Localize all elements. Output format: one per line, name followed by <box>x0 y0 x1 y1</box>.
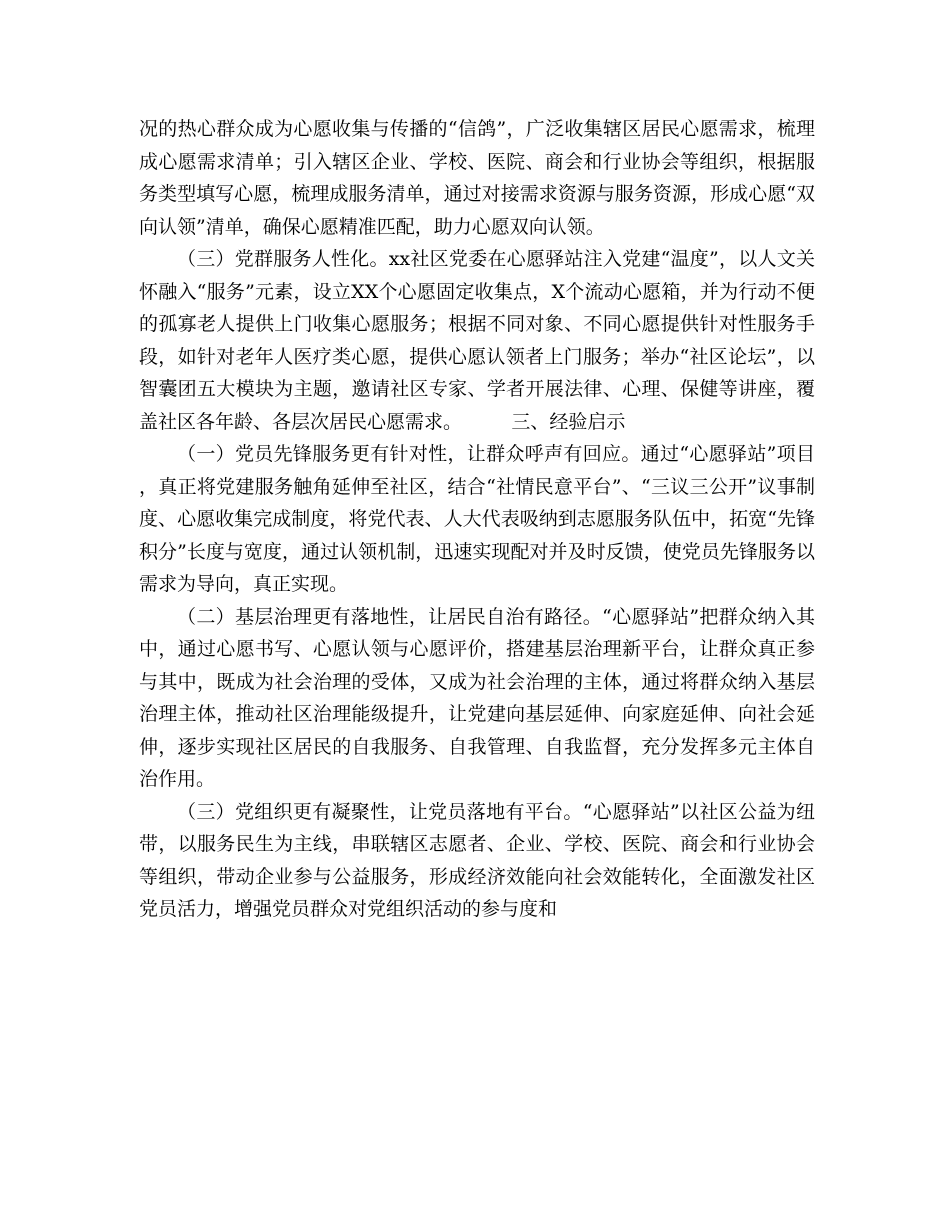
paragraph-lesson-3: （三）党组织更有凝聚性，让党员落地有平台。“心愿驿站”以社区公益为纽带，以服务民生为主线，串联辖区志愿者、企业、学校、医院、商会和行业协会等组织，带动企业参与公益服务，形成经济效能向社会效能转化，全面激发社区党员活力，增强党员群众对党组织活动的参与度和 <box>139 800 815 920</box>
paragraph-section-3-text: （三）党群服务人性化。xx社区党委在心愿驿站注入党建“温度”，以人文关怀融入“服务”元素，设立XX个心愿固定收集点，X个流动心愿箱，并为行动不便的孤寡老人提供上门收集心愿服务；根据不同对象、不同心愿提供针对性服务手段，如针对老年人医疗类心愿，提供心愿认领者上门服务；举办“社区论坛”，以智囊团五大模块为主题，邀请社区专家、学者开展法律、心理、保健等讲座，覆盖社区各年龄、各层次居民心愿需求。 <box>139 248 815 433</box>
document-page <box>139 113 815 926</box>
section-heading-experience: 三、经验启示 <box>511 410 626 433</box>
paragraph-lesson-1: （一）党员先锋服务更有针对性，让群众呼声有回应。通过“心愿驿站”项目，真正将党建服务触角延伸至社区，结合“社情民意平台”、“三议三公开”议事制度、心愿收集完成制度，将党代表、人大代表吸纳到志愿服务队伍中，拓宽“先锋积分”长度与宽度，通过认领机制，迅速实现配对并及时反馈，使党员先锋服务以需求为导向，真正实现。 <box>139 443 815 595</box>
paragraph-lesson-2: （二）基层治理更有落地性，让居民自治有路径。“心愿驿站”把群众纳入其中，通过心愿书写、心愿认领与心愿评价，搭建基层治理新平台，让群众真正参与其中，既成为社会治理的受体，又成为社会治理的主体，通过将群众纳入基层治理主体，推动社区治理能级提升，让党建向基层延伸、向家庭延伸、向社会延伸，逐步实现社区居民的自我服务、自我管理、自我监督，充分发挥多元主体自治作用。 <box>139 605 815 790</box>
paragraph-continuation: 况的热心群众成为心愿收集与传播的“信鸽”，广泛收集辖区居民心愿需求，梳理成心愿需求清单；引入辖区企业、学校、医院、商会和行业协会等组织，根据服务类型填写心愿，梳理成服务清单，通过对接需求资源与服务资源，形成心愿“双向认领”清单，确保心愿精准匹配，助力心愿双向认领。 <box>139 118 815 238</box>
paragraph-section-3 <box>139 243 815 438</box>
